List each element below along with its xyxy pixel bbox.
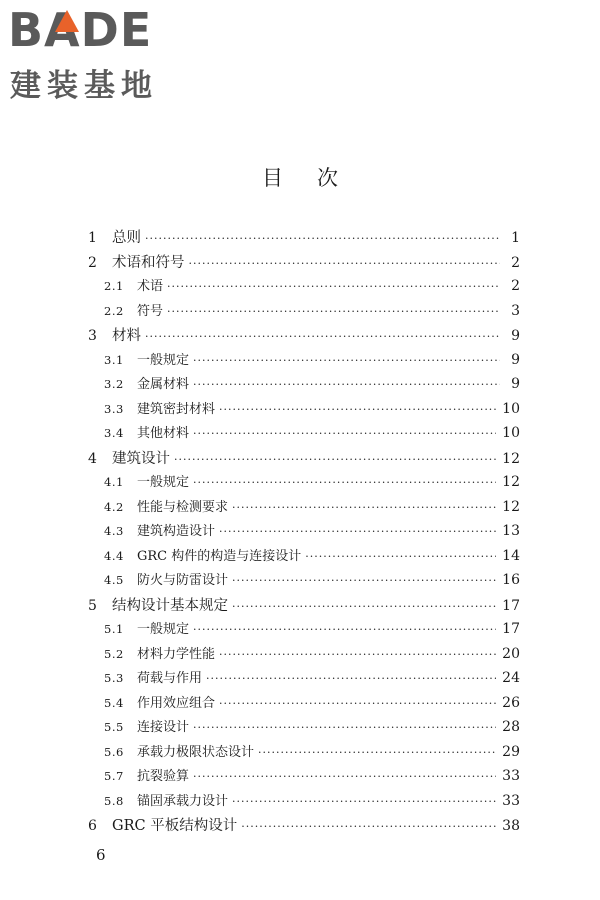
toc-entry-number: 5.8 <box>104 793 124 808</box>
dot-leader <box>167 280 500 293</box>
toc-entry-page: 12 <box>502 450 520 467</box>
toc-entry[interactable] <box>84 300 520 325</box>
toc-entry-page: 28 <box>502 719 520 735</box>
toc-entry-number: 5.4 <box>104 695 124 710</box>
toc-entry-page: 33 <box>502 768 520 784</box>
toc-entry-label: 作用效应组合 <box>137 695 216 711</box>
toc-entry-page: 12 <box>502 474 520 490</box>
toc-entry-label: 建筑构造设计 <box>137 524 216 539</box>
toc-entry-number: 5.6 <box>104 744 124 759</box>
toc-entry-number: 1 <box>88 230 97 246</box>
toc-entry-label: 连接设计 <box>137 720 190 735</box>
toc-entry-page: 20 <box>502 645 520 662</box>
toc-entry-label: 术语 <box>137 279 164 294</box>
toc-entry-page: 24 <box>502 670 520 686</box>
toc-entry-page: 14 <box>502 547 520 564</box>
toc-entry-number: 2.2 <box>104 303 124 318</box>
toc-entry[interactable] <box>84 373 520 398</box>
page-number: 6 <box>96 846 106 864</box>
toc-entry-number: 5.3 <box>104 671 124 685</box>
toc-entry-page: 9 <box>511 351 520 368</box>
logo-accent-triangle <box>55 10 79 32</box>
toc-entry-number: 3.4 <box>104 426 124 440</box>
dot-leader <box>232 795 496 808</box>
toc-entry-page: 1 <box>511 230 520 246</box>
toc-entry-number: 4.2 <box>104 499 124 514</box>
toc-entry-label: 材料 <box>112 328 141 344</box>
toc-entry-number: 4.1 <box>104 475 124 489</box>
toc-entry[interactable] <box>84 765 520 790</box>
toc-entry-page: 38 <box>502 818 520 834</box>
toc-entry-label: 建筑密封材料 <box>137 401 216 417</box>
toc-entry-number: 4.5 <box>104 573 124 587</box>
toc-entry-page: 16 <box>502 572 520 588</box>
dot-leader <box>219 697 496 710</box>
toc-entry[interactable] <box>84 618 520 643</box>
toc-entry-page: 9 <box>511 328 520 344</box>
dot-leader <box>219 648 496 661</box>
toc-entry-number: 3.2 <box>104 377 124 391</box>
toc-entry-number: 6 <box>88 818 97 834</box>
toc-entry-page: 26 <box>502 694 520 711</box>
toc-entry-page: 2 <box>511 254 520 271</box>
toc-entry-label: 锚固承载力设计 <box>137 793 229 809</box>
toc-entry-label: 总则 <box>112 230 141 246</box>
toc-entry[interactable] <box>84 716 520 741</box>
toc-entry[interactable] <box>84 496 520 521</box>
toc-entry-number: 5.7 <box>104 769 124 783</box>
toc-entry-page: 9 <box>511 376 520 392</box>
dot-leader <box>145 330 500 343</box>
logo-subtitle: 建装基地 <box>10 68 158 104</box>
toc-entry-page: 3 <box>511 302 520 319</box>
toc-entry-label: GRC 构件的构造与连接设计 <box>137 548 302 564</box>
toc-entry-number: 4.3 <box>104 524 124 538</box>
toc-entry-label: 一般规定 <box>137 622 190 637</box>
toc-entry-label: 一般规定 <box>137 352 190 368</box>
toc-entry-label: 结构设计基本规定 <box>112 597 228 614</box>
toc-entry-label: 荷载与作用 <box>137 671 203 686</box>
toc-entry[interactable] <box>84 814 520 839</box>
dot-leader <box>232 574 496 587</box>
toc-entry-number: 3.1 <box>104 352 124 367</box>
dot-leader <box>145 232 500 245</box>
toc-entry[interactable] <box>84 741 520 766</box>
toc-entry-page: 10 <box>502 400 520 417</box>
dot-leader <box>193 721 496 734</box>
dot-leader <box>241 820 496 833</box>
toc-entry[interactable] <box>84 422 520 447</box>
toc-entry-page: 17 <box>502 621 520 637</box>
logo-wordmark: BADE <box>8 3 153 57</box>
dot-leader <box>189 257 501 270</box>
toc-entry-page: 2 <box>511 278 520 294</box>
toc-entry[interactable] <box>84 226 520 251</box>
toc-entry-page: 12 <box>502 498 520 515</box>
toc-entry-label: 性能与检测要求 <box>137 499 229 515</box>
toc-entry-number: 2 <box>88 254 97 271</box>
toc-entry[interactable] <box>84 471 520 496</box>
toc-entry-page: 29 <box>502 743 520 760</box>
toc-entry[interactable] <box>84 569 520 594</box>
toc-entry-label: 一般规定 <box>137 475 190 490</box>
toc-entry[interactable] <box>84 520 520 545</box>
toc-entry-number: 2.1 <box>104 279 124 293</box>
dot-leader <box>193 770 496 783</box>
toc-entry-label: 其他材料 <box>137 426 190 441</box>
toc-entry-page: 17 <box>502 597 520 614</box>
toc-entry-label: GRC 平板结构设计 <box>112 818 238 834</box>
dot-leader <box>193 354 500 367</box>
dot-leader <box>258 746 496 759</box>
toc-entry[interactable] <box>84 349 520 374</box>
toc-entry-page: 13 <box>502 523 520 539</box>
toc-entry-number: 3 <box>88 328 97 344</box>
dot-leader <box>193 378 500 391</box>
toc-entry[interactable] <box>84 667 520 692</box>
toc-entry-label: 防火与防雷设计 <box>137 573 229 588</box>
page-title: 目次 <box>262 166 372 190</box>
toc-entry-page: 33 <box>502 792 520 809</box>
toc-entry-number: 4.4 <box>104 548 124 563</box>
dot-leader <box>219 403 496 416</box>
toc-entry-label: 材料力学性能 <box>137 646 216 662</box>
toc-entry[interactable] <box>84 643 520 668</box>
toc-entry[interactable] <box>84 275 520 300</box>
dot-leader <box>232 600 496 613</box>
dot-leader <box>174 453 496 466</box>
toc-entry[interactable] <box>84 545 520 570</box>
dot-leader <box>193 623 496 636</box>
dot-leader <box>193 427 496 440</box>
toc-entry-number: 5.1 <box>104 622 124 636</box>
toc-entry-number: 5 <box>88 597 97 614</box>
toc-entry-number: 4 <box>88 450 97 467</box>
toc-entry-label: 术语和符号 <box>112 254 185 271</box>
toc-entry-label: 符号 <box>137 303 164 319</box>
toc-entry[interactable] <box>84 251 520 276</box>
dot-leader <box>167 305 500 318</box>
dot-leader <box>305 550 496 563</box>
toc-entry[interactable] <box>84 790 520 815</box>
toc-entry[interactable] <box>84 692 520 717</box>
toc-entry-page: 10 <box>502 425 520 441</box>
toc-entry-number: 5.5 <box>104 720 124 734</box>
table-of-contents <box>84 226 520 839</box>
toc-entry[interactable] <box>84 594 520 619</box>
toc-entry-label: 承载力极限状态设计 <box>137 744 255 760</box>
toc-entry[interactable] <box>84 398 520 423</box>
dot-leader <box>193 476 496 489</box>
toc-entry[interactable] <box>84 324 520 349</box>
toc-entry-label: 抗裂验算 <box>137 769 190 784</box>
dot-leader <box>219 525 496 538</box>
dot-leader <box>232 501 496 514</box>
toc-entry[interactable] <box>84 447 520 472</box>
dot-leader <box>206 672 496 685</box>
toc-entry-number: 5.2 <box>104 646 124 661</box>
toc-entry-number: 3.3 <box>104 401 124 416</box>
toc-entry-label: 建筑设计 <box>112 450 170 467</box>
toc-entry-label: 金属材料 <box>137 377 190 392</box>
